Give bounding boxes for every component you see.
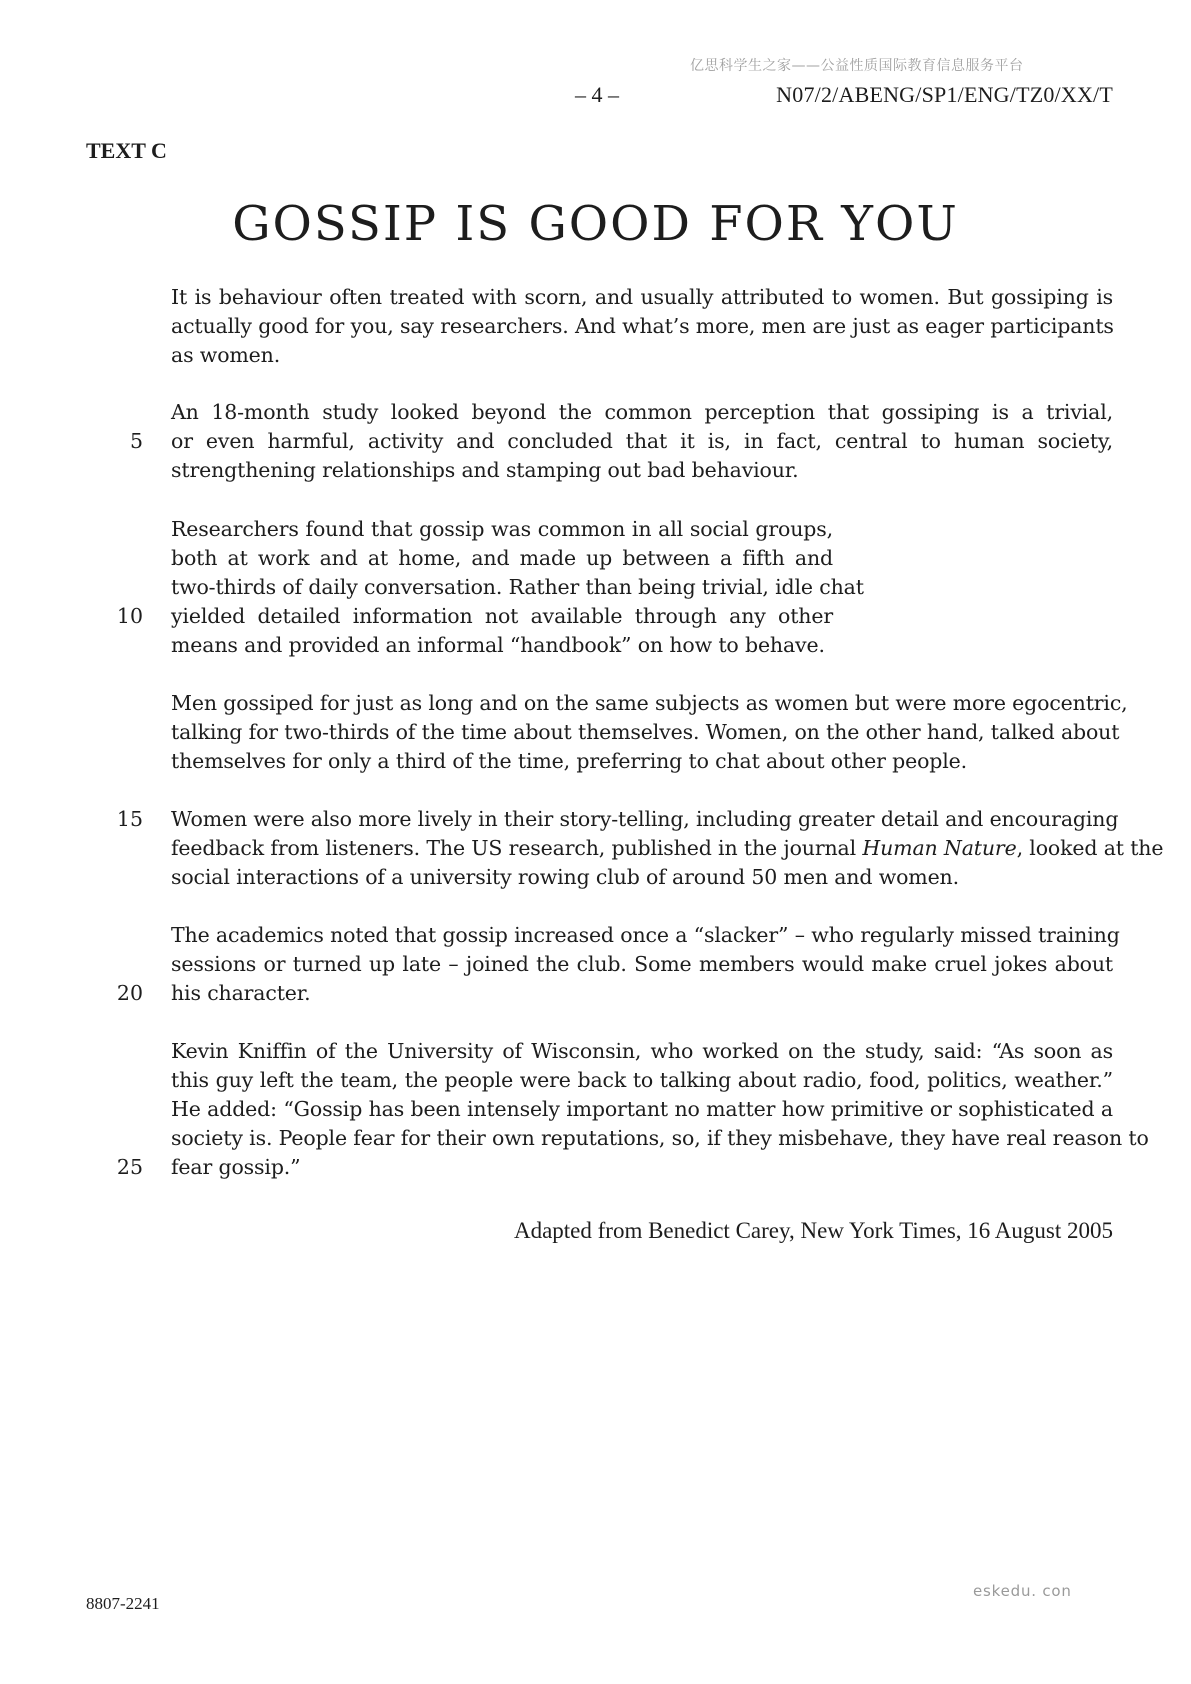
footer-watermark: eskedu. con — [973, 1582, 1072, 1600]
text-line: Women were also more lively in their story-telling, including greater detail and encouraging — [171, 807, 1119, 831]
text-line: An 18-month study looked beyond the common perception that gossiping is a trivial, — [171, 400, 1113, 424]
text-segment: feedback from listeners. The US research, published in the journal — [171, 836, 863, 860]
page-number: – 4 – — [575, 82, 619, 107]
text-line: his character. — [171, 981, 311, 1005]
text-line: means and provided an informal “handbook” on how to behave. — [171, 633, 825, 657]
line-number-10: 10 — [116, 604, 143, 628]
text-line: fear gossip.” — [171, 1155, 301, 1179]
section-label: TEXT C — [86, 138, 167, 163]
text-line: Kevin Kniffin of the University of Wisconsin, who worked on the study, said: “As soon as — [171, 1039, 1113, 1063]
text-line: sessions or turned up late – joined the club. Some members would make cruel jokes about — [171, 952, 1113, 976]
paper-code: N07/2/ABENG/SP1/ENG/TZ0/XX/T — [776, 82, 1113, 107]
text-line: society is. People fear for their own reputations, so, if they misbehave, they have real reason to — [171, 1126, 1149, 1150]
text-line: social interactions of a university rowing club of around 50 men and women. — [171, 865, 959, 889]
text-line: themselves for only a third of the time, preferring to chat about other people. — [171, 749, 967, 773]
text-line: It is behaviour often treated with scorn, and usually attributed to women. But gossiping is — [171, 285, 1113, 309]
line-number-25: 25 — [116, 1155, 143, 1179]
line-number-5: 5 — [129, 429, 143, 453]
text-line: two-thirds of daily conversation. Rather than being trivial, idle chat — [171, 575, 864, 599]
text-line: or even harmful, activity and concluded that it is, in fact, central to human society, — [171, 429, 1113, 453]
journal-title: Human Nature — [862, 836, 1017, 860]
text-line: yielded detailed information not available through any other — [171, 604, 833, 628]
text-line: Researchers found that gossip was common in all social groups, — [171, 517, 833, 541]
line-number-20: 20 — [116, 981, 143, 1005]
source-attribution: Adapted from Benedict Carey, New York Times, 16 August 2005 — [513, 1218, 1113, 1243]
article-title: GOSSIP IS GOOD FOR YOU — [232, 196, 959, 252]
text-line: this guy left the team, the people were back to talking about radio, food, politics, weather.” — [171, 1068, 1113, 1092]
footer-code: 8807-2241 — [86, 1594, 160, 1613]
text-line: The academics noted that gossip increased once a “slacker” – who regularly missed training — [171, 923, 1120, 947]
text-line: as women. — [171, 343, 281, 367]
text-line — [171, 833, 1164, 863]
text-line: talking for two-thirds of the time about themselves. Women, on the other hand, talked about — [171, 720, 1120, 744]
text-line: He added: “Gossip has been intensely important no matter how primitive or sophisticated a — [171, 1097, 1113, 1121]
header-watermark: 亿思科学生之家——公益性质国际教育信息服务平台 — [690, 58, 1024, 74]
text-line: both at work and at home, and made up between a fifth and — [171, 546, 833, 570]
text-line: Men gossiped for just as long and on the same subjects as women but were more egocentric, — [171, 691, 1128, 715]
text-line: actually good for you, say researchers. And what’s more, men are just as eager participants — [171, 314, 1114, 338]
line-number-15: 15 — [116, 807, 143, 831]
text-segment: , looked at the — [1016, 836, 1164, 860]
text-line: strengthening relationships and stamping out bad behaviour. — [171, 458, 799, 482]
